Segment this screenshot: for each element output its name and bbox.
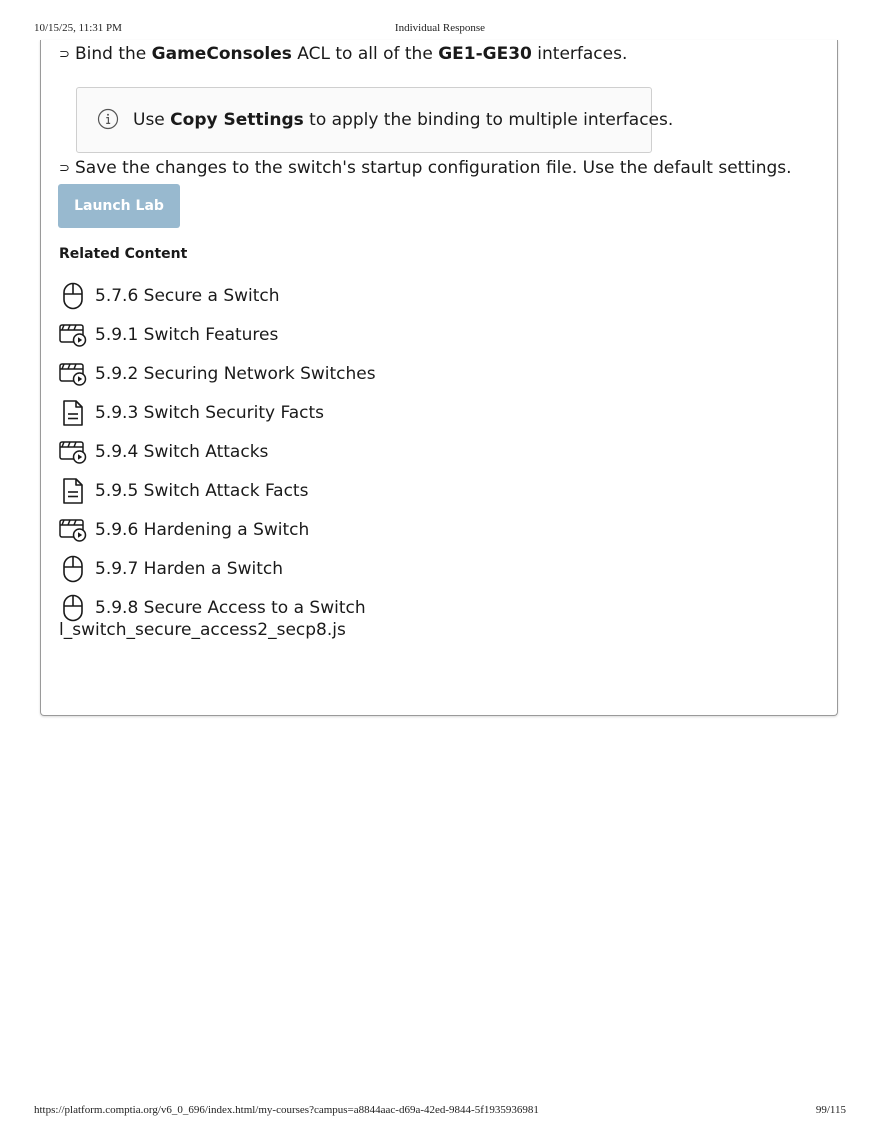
step-bullet-icon: ⊃	[59, 161, 70, 176]
related-item-label: 5.9.2 Securing Network Switches	[95, 363, 376, 384]
script-filename: l_switch_secure_access2_secp8.js	[59, 620, 346, 640]
related-item-5-9-7[interactable]	[59, 549, 376, 588]
related-content-list	[59, 276, 376, 627]
document-icon	[59, 477, 87, 505]
related-item-5-9-4[interactable]	[59, 432, 376, 471]
related-item-5-9-6[interactable]	[59, 510, 376, 549]
related-content-heading: Related Content	[59, 246, 188, 262]
related-item-label: 5.9.7 Harden a Switch	[95, 558, 284, 579]
task-step-save-config: ⊃ Save the changes to the switch's startup configuration file. Use the default settings.	[59, 156, 792, 181]
tip-callout	[76, 87, 674, 153]
mouse-icon	[59, 594, 87, 622]
step-bullet-icon: ⊃	[59, 47, 70, 62]
document-icon	[59, 399, 87, 427]
video-icon	[59, 321, 87, 349]
copy-settings-term: Copy Settings	[170, 110, 304, 130]
mouse-icon	[59, 555, 87, 583]
related-item-label: 5.9.8 Secure Access to a Switch	[95, 597, 366, 618]
info-circle-icon	[97, 108, 119, 130]
related-item-label: 5.9.6 Hardening a Switch	[95, 519, 310, 540]
related-item-5-9-3[interactable]	[59, 393, 376, 432]
print-page-title: Individual Response	[394, 22, 486, 34]
related-item-label: 5.9.5 Switch Attack Facts	[95, 480, 309, 501]
print-header	[0, 22, 880, 36]
video-icon	[59, 360, 87, 388]
task-step-bind-acl: ⊃ Bind the GameConsoles ACL to all of the GE1-GE30 interfaces.	[59, 42, 627, 67]
interface-range: GE1-GE30	[438, 44, 532, 64]
related-item-label: 5.9.4 Switch Attacks	[95, 441, 269, 462]
acl-name: GameConsoles	[151, 44, 292, 64]
print-url: https://platform.comptia.org/v6_0_696/index.html/my-courses?campus=a8844aac-d69a-42ed-9844-5f1935936981	[34, 1104, 539, 1116]
related-item-5-9-2[interactable]	[59, 354, 376, 393]
related-item-5-9-5[interactable]	[59, 471, 376, 510]
print-page-number: 99/115	[815, 1104, 846, 1116]
related-item-label: 5.9.3 Switch Security Facts	[95, 402, 324, 423]
related-item-label: 5.9.1 Switch Features	[95, 324, 279, 345]
related-item-label: 5.7.6 Secure a Switch	[95, 285, 280, 306]
print-footer	[0, 1104, 880, 1118]
related-item-5-7-6[interactable]	[59, 276, 376, 315]
lab-content-panel	[40, 40, 838, 716]
related-item-5-9-1[interactable]	[59, 315, 376, 354]
launch-lab-button[interactable]: Launch Lab	[58, 184, 180, 228]
video-icon	[59, 516, 87, 544]
print-datetime: 10/15/25, 11:31 PM	[34, 22, 122, 34]
tip-text: Use Copy Settings to apply the binding to multiple interfaces.	[133, 110, 674, 130]
video-icon	[59, 438, 87, 466]
mouse-icon	[59, 282, 87, 310]
